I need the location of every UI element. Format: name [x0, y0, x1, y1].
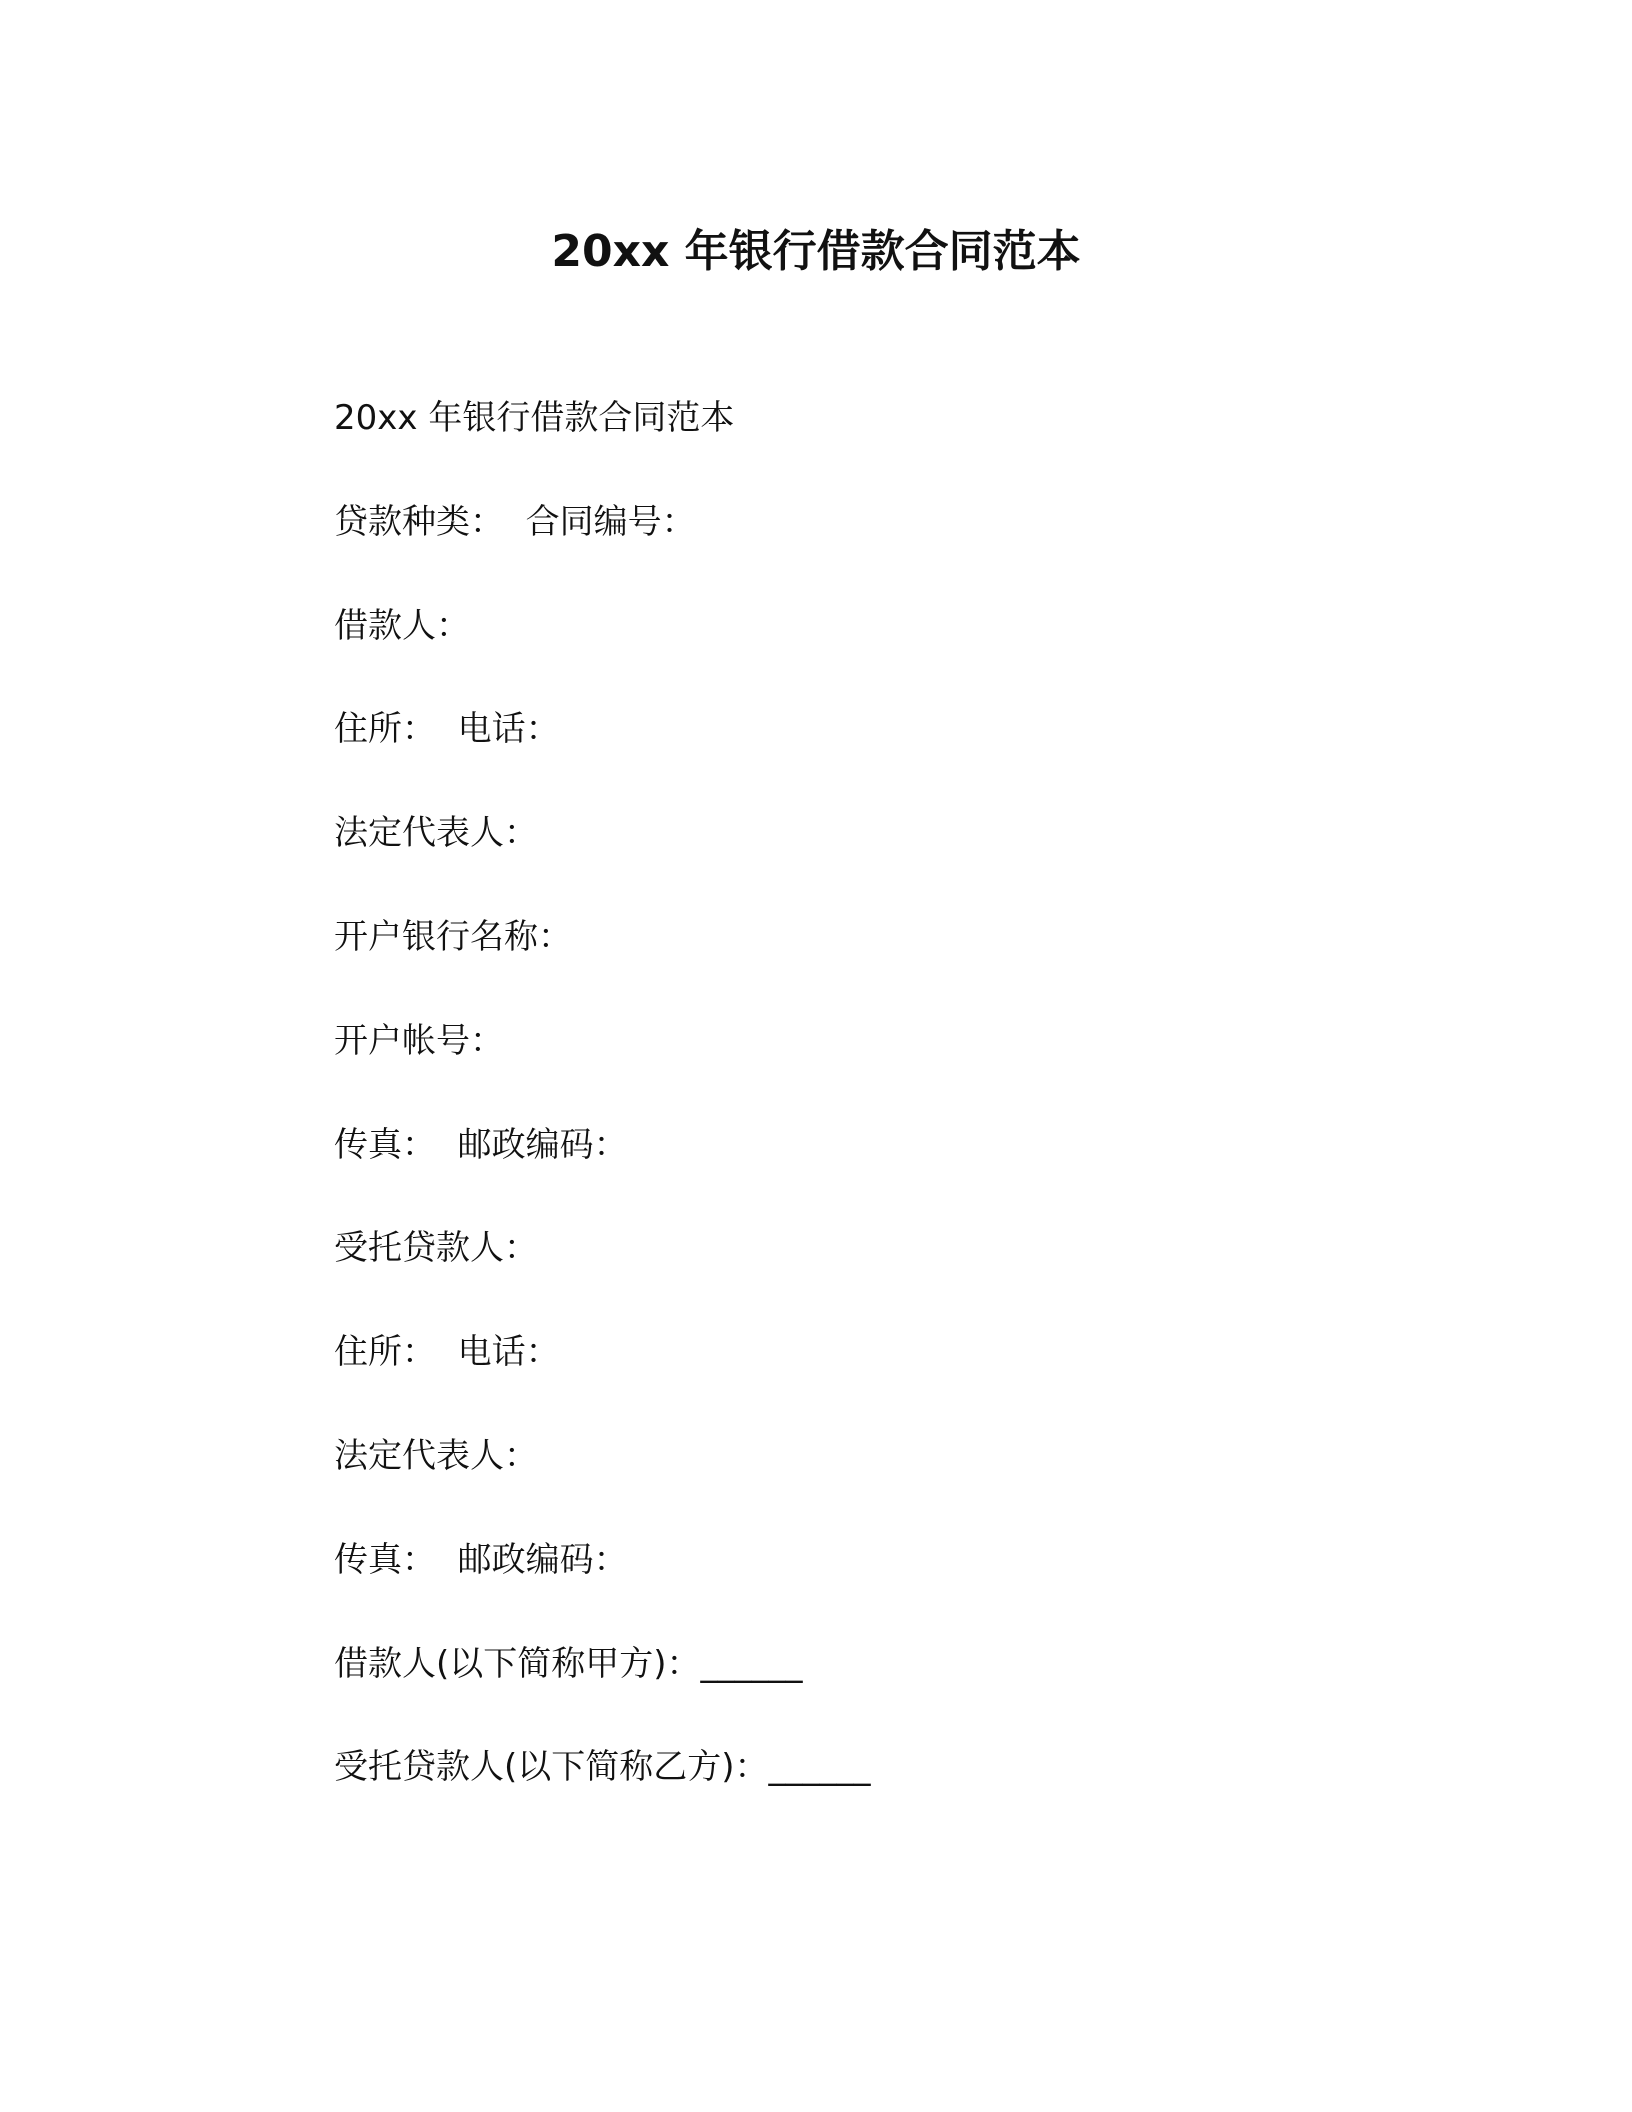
party-b-line: 受托贷款人(以下简称乙方)：______ [334, 1747, 871, 1788]
borrower-legal-representative-line: 法定代表人： [334, 813, 538, 854]
document-title: 20xx 年银行借款合同范本 [551, 226, 1081, 277]
borrower-line: 借款人： [334, 605, 470, 646]
bank-name-line: 开户银行名称： [334, 916, 572, 957]
lender-legal-representative-line: 法定代表人： [334, 1435, 538, 1476]
lender-fax-postcode-line: 传真： 邮政编码： [334, 1539, 628, 1580]
borrower-fax-postcode-line: 传真： 邮政编码： [334, 1124, 628, 1165]
account-number-line: 开户帐号： [334, 1020, 504, 1061]
party-a-line: 借款人(以下简称甲方)：______ [334, 1643, 803, 1684]
lender-address-phone-line: 住所： 电话： [334, 1332, 560, 1373]
entrusted-lender-line: 受托贷款人： [334, 1228, 538, 1269]
document-body [334, 394, 1434, 1847]
loan-type-contract-number-line: 贷款种类： 合同编号： [334, 501, 696, 542]
borrower-address-phone-line: 住所： 电话： [334, 709, 560, 750]
subtitle-line: 20xx 年银行借款合同范本 [334, 398, 735, 438]
